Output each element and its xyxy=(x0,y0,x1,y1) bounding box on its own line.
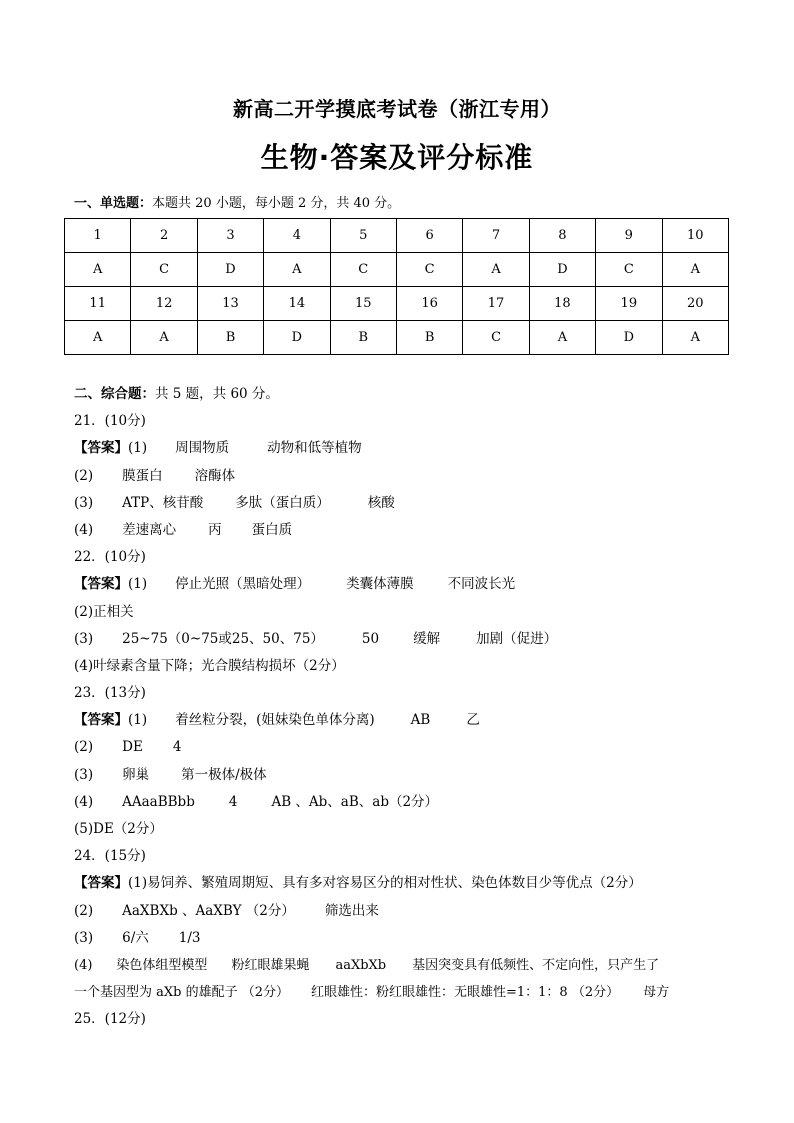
question-number-cell: 18 xyxy=(529,287,595,321)
answer-cell: C xyxy=(131,253,197,287)
answer-text: AB xyxy=(410,712,431,729)
section-comp-desc: 共 5 题，共 60 分。 xyxy=(155,386,279,402)
q21-line3 xyxy=(74,490,734,517)
answer-cell: B xyxy=(330,321,396,355)
q24-heading: 24．(15分) xyxy=(74,848,146,865)
part-number: (4) xyxy=(74,957,93,973)
q22-line2: (2)正相关 xyxy=(74,603,134,620)
answer-cell: B xyxy=(197,321,263,355)
section-multiple-choice-heading xyxy=(74,192,400,211)
multiple-choice-answer-table xyxy=(64,218,729,355)
answer-text: 乙 xyxy=(466,712,480,729)
answer-text: 母方 xyxy=(643,985,670,1001)
question-number-cell: 13 xyxy=(197,287,263,321)
answer-cell: C xyxy=(330,253,396,287)
answer-table-row xyxy=(65,287,729,321)
q22-heading: 22．(10分) xyxy=(74,549,146,566)
answer-text: 第一极体/极体 xyxy=(181,766,267,783)
answer-cell: D xyxy=(264,321,330,355)
answer-text: 4 xyxy=(172,739,182,756)
answer-text: ATP、核苷酸 xyxy=(122,494,204,511)
part-number: (1) xyxy=(128,576,148,593)
answer-cell: C xyxy=(596,253,662,287)
q23-line3 xyxy=(74,762,734,789)
question-number-cell: 9 xyxy=(596,219,662,253)
section-comprehensive-heading xyxy=(74,381,734,408)
answer-table-row xyxy=(65,321,729,355)
section-comp-label: 二、综合题： xyxy=(74,386,155,402)
answer-text: 染色体组型模型 xyxy=(116,957,208,973)
q24-line4 xyxy=(74,952,734,979)
answer-tag: 【答案】 xyxy=(74,875,128,892)
answer-text: 类囊体薄膜 xyxy=(346,576,414,593)
answer-text: 50 xyxy=(361,630,380,647)
answer-text: 加剧（促进） xyxy=(476,630,558,647)
answer-cell: A xyxy=(65,253,131,287)
exam-subtitle: 新高二开学摸底考试卷（浙江专用） xyxy=(233,97,561,121)
question-number-cell: 11 xyxy=(65,287,131,321)
answer-tag: 【答案】 xyxy=(74,712,128,729)
question-number-cell: 12 xyxy=(131,287,197,321)
answer-text: 6/六 xyxy=(122,929,149,946)
answer-text: 粉红眼雄果蝇 xyxy=(231,957,310,973)
question-number-cell: 1 xyxy=(65,219,131,253)
answer-cell: B xyxy=(396,321,462,355)
part-number: (2) xyxy=(74,739,94,756)
section-mc-label: 一、单选题： xyxy=(74,196,153,211)
answer-tag: 【答案】 xyxy=(74,576,128,593)
q21-line4 xyxy=(74,517,734,544)
q23-line1 xyxy=(74,707,734,734)
answer-cell: A xyxy=(131,321,197,355)
answer-text: 卵巢 xyxy=(122,766,150,783)
answer-text: DE xyxy=(122,739,143,756)
q23-heading: 23．(13分) xyxy=(74,685,146,702)
answer-table-row xyxy=(65,253,729,287)
answer-text: (1)易饲养、繁殖周期短、具有多对容易区分的相对性状、染色体数目少等优点（2分） xyxy=(128,875,642,892)
answer-text: 25~75（0~75或25、50、75） xyxy=(122,630,324,647)
answer-cell: A xyxy=(264,253,330,287)
answer-tag: 【答案】 xyxy=(74,440,128,457)
q24-line3 xyxy=(74,925,734,952)
q23-line5: (5)DE（2分） xyxy=(74,821,163,837)
part-number: (3) xyxy=(74,929,94,946)
page-title: 生物·答案及评分标准 xyxy=(260,141,534,174)
part-number: (2) xyxy=(74,467,94,484)
question-number-cell: 20 xyxy=(662,287,728,321)
answer-table-row xyxy=(65,219,729,253)
answer-cell: A xyxy=(463,253,529,287)
q25-heading: 25．(12分) xyxy=(74,1011,146,1028)
answer-text: aaXbXb xyxy=(335,957,387,973)
answer-text: 溶酶体 xyxy=(194,467,236,484)
answer-text: 4 xyxy=(228,793,238,810)
q22-line1 xyxy=(74,571,734,598)
answer-cell: C xyxy=(463,321,529,355)
answer-text: 多肽（蛋白质） xyxy=(235,494,330,511)
answer-cell: D xyxy=(529,253,595,287)
part-number: (1) xyxy=(128,712,148,729)
answer-text: 膜蛋白 xyxy=(122,467,163,484)
q24-line2 xyxy=(74,898,734,925)
part-number: (4) xyxy=(74,521,94,538)
answer-text: 1/3 xyxy=(178,929,201,946)
question-number-cell: 10 xyxy=(662,219,728,253)
question-number-cell: 2 xyxy=(131,219,197,253)
answer-text: 筛选出来 xyxy=(324,902,379,919)
q23-line2 xyxy=(74,734,734,761)
question-number-cell: 19 xyxy=(596,287,662,321)
question-number-cell: 8 xyxy=(529,219,595,253)
part-number: (3) xyxy=(74,630,94,647)
question-number-cell: 17 xyxy=(463,287,529,321)
answer-cell: D xyxy=(596,321,662,355)
answer-text: AAaaBBbb xyxy=(122,793,195,810)
q24-line1 xyxy=(74,870,734,897)
answer-text: 不同波长光 xyxy=(447,576,516,593)
part-number: (3) xyxy=(74,766,94,783)
q21-line1 xyxy=(74,435,734,462)
answer-text: 周围物质 xyxy=(175,440,230,457)
comprehensive-answers xyxy=(74,381,734,1034)
q22-line4: (4)叶绿素含量下降；光合膜结构损坏（2分） xyxy=(74,657,345,674)
answer-text: 停止光照（黑暗处理） xyxy=(175,576,311,593)
part-number: (1) xyxy=(128,440,148,457)
question-number-cell: 5 xyxy=(330,219,396,253)
q24-line5 xyxy=(74,979,734,1006)
question-number-cell: 6 xyxy=(396,219,462,253)
question-number-cell: 7 xyxy=(463,219,529,253)
q22-line3 xyxy=(74,626,734,653)
answer-text: 动物和低等植物 xyxy=(267,440,362,457)
answer-text: AB 、Ab、aB、ab（2分） xyxy=(271,793,439,810)
answer-text: 红眼雄性：粉红眼雄性：无眼雄性=1：1：8 （2分） xyxy=(311,985,620,1001)
answer-cell: A xyxy=(662,253,728,287)
question-number-cell: 3 xyxy=(197,219,263,253)
q21-heading: 21．(10分) xyxy=(74,413,146,430)
answer-text: 核酸 xyxy=(367,494,395,511)
answer-text: 蛋白质 xyxy=(251,521,293,538)
answer-cell: A xyxy=(65,321,131,355)
question-number-cell: 14 xyxy=(264,287,330,321)
answer-text: 着丝粒分裂，(姐妹染色单体分离) xyxy=(175,712,375,729)
part-number: (3) xyxy=(74,494,94,511)
answer-cell: A xyxy=(662,321,728,355)
answer-text: 一个基因型为 aXb 的雄配子 （2分） xyxy=(74,985,289,1001)
answer-text: 基因突变具有低频性、不定向性，只产生了 xyxy=(412,957,660,973)
q23-line4 xyxy=(74,789,734,816)
q21-line2 xyxy=(74,463,734,490)
answer-text: 丙 xyxy=(208,521,222,538)
section-mc-desc: 本题共 20 小题，每小题 2 分，共 40 分。 xyxy=(152,196,401,211)
answer-cell: A xyxy=(529,321,595,355)
question-number-cell: 15 xyxy=(330,287,396,321)
answer-text: 缓解 xyxy=(413,630,441,647)
answer-text: 差速离心 xyxy=(122,521,177,538)
answer-cell: D xyxy=(197,253,263,287)
answer-cell: C xyxy=(396,253,462,287)
question-number-cell: 4 xyxy=(264,219,330,253)
part-number: (4) xyxy=(74,793,94,810)
answer-text: AaXBXb 、AaXBY （2分） xyxy=(122,902,295,919)
question-number-cell: 16 xyxy=(396,287,462,321)
part-number: (2) xyxy=(74,902,94,919)
